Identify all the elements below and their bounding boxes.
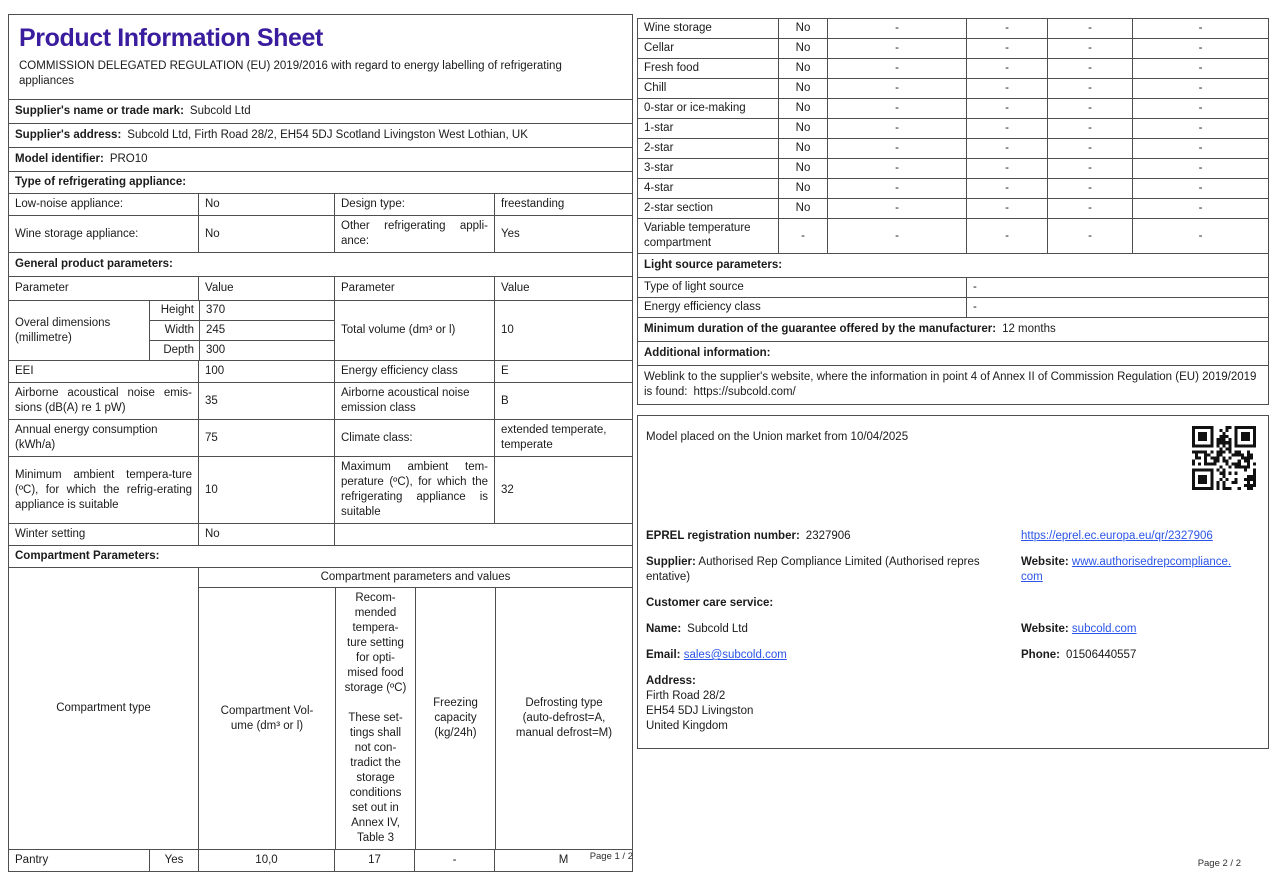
row-volume: - (827, 119, 966, 138)
weblink-text: Weblink to the supplier's website, where the information in point 4 of Annex II of Commission Regulation (EU) 2019/2019 is found: (644, 371, 1257, 398)
compartment-row-0star (638, 98, 1268, 118)
row-type: 4-star (644, 182, 674, 194)
general-section-header: General product parameters: (9, 252, 632, 276)
row-present: No (778, 59, 827, 78)
supplier-rep-value: Authorised Rep Compliance Limited (Authorised repres entative) (646, 556, 980, 583)
row-type: Cellar (644, 42, 675, 54)
row-temp: - (966, 99, 1047, 118)
row-temp: - (966, 39, 1047, 58)
winter-setting-empty (334, 524, 632, 545)
row-present: No (778, 119, 827, 138)
pantry-volume: 10,0 (198, 850, 334, 871)
dimensions-label: Overal dimensions (millimetre) (15, 316, 111, 344)
row-present: No (778, 79, 827, 98)
supplier-rep-label: Supplier: (646, 556, 696, 568)
row-type: 0-star or ice-making (644, 102, 746, 114)
pantry-defrost: M (494, 850, 632, 871)
row-volume: - (827, 139, 966, 158)
regulation-subtitle: COMMISSION DELEGATED REGULATION (EU) 2019/2016 with regard to energy labelling of refrigerating appliances (19, 60, 562, 87)
care-website-link[interactable]: subcold.com (1071, 623, 1137, 635)
supplier-name-value: Subcold Ltd (189, 105, 251, 117)
row-freezing: - (1047, 59, 1132, 78)
other-appliance-value: Yes (494, 216, 632, 252)
row-temp: - (966, 179, 1047, 198)
energy-consumption-row (9, 419, 632, 456)
row-type: 2-star (644, 142, 674, 154)
energy-class-value: E (494, 361, 632, 382)
care-website-label: Website: (1021, 623, 1069, 635)
eei-label: EEI (15, 365, 34, 377)
winter-setting-row (9, 523, 632, 545)
energy-consumption-label: Annual energy consumption (kWh/a) (15, 424, 158, 451)
row-defrost: - (1132, 39, 1268, 58)
pantry-present: Yes (149, 850, 198, 871)
defrosting-type-colheader: Defrosting type (auto-defrost=A, manual defrost=M) (495, 588, 632, 849)
low-noise-value: No (198, 194, 334, 215)
compartment-type-colheader: Compartment type (56, 702, 151, 714)
care-address-label: Address: (646, 675, 696, 687)
dimension-depth-row (150, 340, 334, 360)
row-volume: - (827, 199, 966, 218)
page-2 (637, 18, 1269, 749)
page-1-number: Page 1 / 2 (589, 851, 633, 862)
care-phone-value: 01506440557 (1065, 649, 1137, 661)
compartment-row-wine (638, 19, 1268, 38)
param-col1-header: Parameter (15, 282, 69, 294)
eprel-label: EPREL registration number: (646, 530, 800, 542)
row-present: - (778, 219, 827, 253)
care-service-header-row (646, 596, 1260, 611)
noise-value: 35 (198, 383, 334, 419)
row-type: Wine storage (644, 22, 712, 34)
type-row-lownoise (9, 193, 632, 215)
value-col2-header: Value (494, 277, 632, 300)
winter-setting-label: Winter setting (15, 528, 86, 540)
row-type: Chill (644, 82, 667, 94)
dimension-height-row (150, 301, 334, 320)
row-freezing: - (1047, 79, 1132, 98)
care-email-label: Email: (646, 649, 681, 661)
row-freezing: - (1047, 39, 1132, 58)
care-name-label: Name: (646, 623, 682, 635)
row-temp: - (966, 79, 1047, 98)
qr-code-icon (1192, 426, 1256, 490)
row-freezing: - (1047, 179, 1132, 198)
model-identifier-row (9, 147, 632, 171)
rep-website-label: Website: (1021, 556, 1069, 568)
care-name-value: Subcold Ltd (687, 623, 748, 635)
row-temp: - (966, 19, 1047, 38)
noise-row (9, 382, 632, 419)
row-type: 3-star (644, 162, 674, 174)
supplier-address-value: Subcold Ltd, Firth Road 28/2, EH54 5DJ Scotland Livingston West Lothian, UK (127, 129, 528, 141)
market-placement-text: Model placed on the Union market from 10/04/2025 (646, 431, 909, 443)
rep-website-link[interactable]: www.authorisedrepcompliance. com (1021, 556, 1232, 583)
wine-storage-label: Wine storage appliance: (15, 227, 139, 240)
depth-value: 300 (199, 341, 334, 360)
care-contact-row (646, 648, 1260, 663)
height-value: 370 (199, 301, 334, 320)
row-temp: - (966, 199, 1047, 218)
compartment-row-cellar (638, 38, 1268, 58)
width-label: Width (164, 324, 194, 336)
guarantee-row (638, 317, 1268, 341)
light-class-row (638, 297, 1268, 317)
max-ambient-label: Maximum ambient tem-perature (ºC), for which the refrigerating appliance is suitable (334, 457, 494, 523)
row-freezing: - (1047, 19, 1132, 38)
energy-consumption-value: 75 (198, 420, 334, 456)
max-ambient-value: 32 (494, 457, 632, 523)
row-present: No (778, 179, 827, 198)
supplier-name-label: Supplier's name or trade mark: (15, 105, 184, 117)
compartment-row-1star (638, 118, 1268, 138)
climate-class-label: Climate class: (334, 420, 494, 456)
row-volume: - (827, 59, 966, 78)
row-freezing: - (1047, 199, 1132, 218)
climate-class-value: extended temperate, temperate (494, 420, 632, 456)
page-2-number: Page 2 / 2 (1197, 858, 1241, 869)
row-temp: - (966, 139, 1047, 158)
freezing-capacity-colheader: Freezing capacity (kg/24h) (415, 588, 495, 849)
row-present: No (778, 139, 827, 158)
weblink-url: https://subcold.com/ (693, 386, 796, 398)
type-section-header: Type of refrigerating appliance: (9, 171, 632, 193)
light-type-row (638, 277, 1268, 297)
other-appliance-label: Other refrigerating appli-ance: (334, 216, 494, 252)
row-defrost: - (1132, 119, 1268, 138)
row-defrost: - (1132, 159, 1268, 178)
noise-class-label: Airborne acoustical noise emission class (334, 383, 494, 419)
page-1 (8, 14, 633, 872)
compartment-row-3star (638, 158, 1268, 178)
row-defrost: - (1132, 79, 1268, 98)
compartment-row-4star (638, 178, 1268, 198)
supplier-address-label: Supplier's address: (15, 129, 122, 141)
row-temp: - (966, 159, 1047, 178)
row-volume: - (827, 19, 966, 38)
param-col2-header: Parameter (334, 277, 494, 300)
dimensions-subtable (149, 301, 334, 360)
compartment-section-header: Compartment Parameters: (9, 545, 632, 567)
compartment-params-colgroup (198, 568, 632, 849)
design-type-value: freestanding (494, 194, 632, 215)
eprel-row (646, 529, 1260, 544)
care-address-row (646, 674, 1260, 734)
row-freezing: - (1047, 119, 1132, 138)
total-volume-value: 10 (494, 301, 632, 360)
compartment-row-freshfood (638, 58, 1268, 78)
row-defrost: - (1132, 219, 1268, 253)
type-row-winestorage (9, 215, 632, 252)
eei-value: 100 (198, 361, 334, 382)
pantry-type: Pantry (15, 854, 49, 866)
row-freezing: - (1047, 99, 1132, 118)
total-volume-label: Total volume (dm³ or l) (334, 301, 494, 360)
row-temp: - (966, 219, 1047, 253)
row-freezing: - (1047, 139, 1132, 158)
eei-row (9, 360, 632, 382)
care-email-link[interactable]: sales@subcold.com (683, 649, 787, 661)
value-col1-header: Value (198, 277, 334, 300)
row-defrost: - (1132, 199, 1268, 218)
page-2-table (637, 18, 1269, 405)
width-value: 245 (199, 321, 334, 340)
row-type: 2-star section (644, 202, 714, 214)
compartment-row-chill (638, 78, 1268, 98)
row-volume: - (827, 179, 966, 198)
pantry-freezing: - (414, 850, 494, 871)
row-type: Variable temperature compartment (644, 222, 751, 249)
winter-setting-value: No (198, 524, 334, 545)
compartment-span-header: Compartment parameters and values (199, 568, 632, 588)
row-volume: - (827, 39, 966, 58)
row-volume: - (827, 79, 966, 98)
row-volume: - (827, 159, 966, 178)
model-identifier-value: PRO10 (109, 153, 148, 165)
care-address-value: Firth Road 28/2 EH54 5DJ Livingston United Kingdom (646, 690, 754, 732)
height-label: Height (160, 304, 194, 316)
light-class-label: Energy efficiency class (644, 301, 761, 313)
row-temp: - (966, 59, 1047, 78)
row-type: 1-star (644, 122, 674, 134)
supplier-address-row (9, 123, 632, 147)
care-name-row (646, 622, 1260, 637)
row-type: Fresh food (644, 62, 699, 74)
ambient-temp-row (9, 456, 632, 523)
row-defrost: - (1132, 59, 1268, 78)
guarantee-label: Minimum duration of the guarantee offered by the manufacturer: (644, 323, 997, 335)
row-defrost: - (1132, 179, 1268, 198)
guarantee-value: 12 months (1002, 323, 1056, 335)
eprel-number: 2327906 (805, 530, 851, 542)
care-service-header: Customer care service: (646, 597, 774, 609)
energy-class-label: Energy efficiency class (334, 361, 494, 382)
min-ambient-label: Minimum ambient tempera-ture (ºC), for which the refrig-erating appliance is suitable (15, 468, 192, 511)
row-defrost: - (1132, 99, 1268, 118)
row-present: No (778, 99, 827, 118)
noise-class-value: B (494, 383, 632, 419)
row-present: No (778, 199, 827, 218)
eprel-link[interactable]: https://eprel.ec.europa.eu/qr/2327906 (1021, 530, 1213, 542)
row-defrost: - (1132, 19, 1268, 38)
compartment-row-variabletemp (638, 218, 1268, 253)
weblink-row (638, 365, 1268, 404)
model-identifier-label: Model identifier: (15, 153, 104, 165)
row-present: No (778, 39, 827, 58)
low-noise-label: Low-noise appliance: (15, 198, 124, 210)
noise-label: Airborne acoustical noise emis-sions (dB(A) re 1 pW) (15, 387, 192, 414)
light-type-value: - (966, 278, 1268, 297)
min-ambient-value: 10 (198, 457, 334, 523)
row-freezing: - (1047, 159, 1132, 178)
supplier-rep-row (646, 555, 1260, 585)
row-temp: - (966, 119, 1047, 138)
compartment-header-block (9, 567, 632, 849)
depth-label: Depth (163, 344, 194, 356)
recommended-temp-colheader: Recom- mended tempera- ture setting for opti- mised food storage (ºC) These set- tings shall not con- tradict the storage conditions set out in Annex IV, Table 3 (335, 588, 415, 849)
supplier-name-row (9, 99, 632, 123)
additional-info-header: Additional information: (638, 341, 1268, 365)
market-info-box (637, 415, 1269, 749)
row-volume: - (827, 99, 966, 118)
compartment-row-2star (638, 138, 1268, 158)
compartment-row-2starsection (638, 198, 1268, 218)
wine-storage-value: No (198, 216, 334, 252)
row-present: No (778, 19, 827, 38)
row-volume: - (827, 219, 966, 253)
page-title: Product Information Sheet (19, 24, 323, 52)
design-type-label: Design type: (334, 194, 494, 215)
row-present: No (778, 159, 827, 178)
light-source-header: Light source parameters: (638, 253, 1268, 277)
pantry-temp: 17 (334, 850, 414, 871)
parameter-header-row (9, 276, 632, 300)
care-phone-label: Phone: (1021, 649, 1060, 661)
dimension-width-row (150, 320, 334, 340)
row-freezing: - (1047, 219, 1132, 253)
light-class-value: - (966, 298, 1268, 317)
dimensions-row (9, 300, 632, 360)
compartment-volume-colheader: Compartment Vol- ume (dm³ or l) (220, 704, 314, 732)
title-block (9, 15, 632, 99)
light-type-label: Type of light source (644, 281, 744, 293)
row-defrost: - (1132, 139, 1268, 158)
